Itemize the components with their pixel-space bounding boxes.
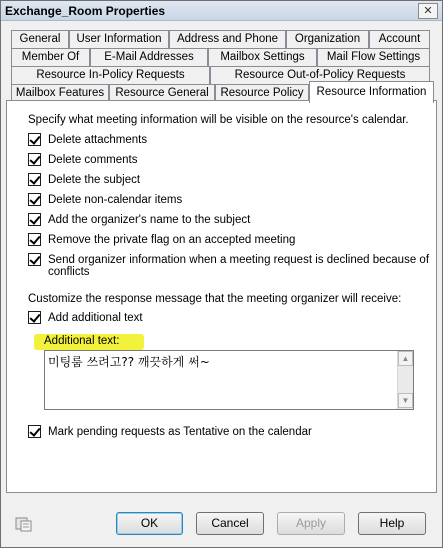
checkbox-delete-non-calendar-items[interactable] — [28, 193, 41, 206]
checkbox-add-organizer-name[interactable] — [28, 213, 41, 226]
tab-mailbox-settings[interactable]: Mailbox Settings — [208, 48, 317, 66]
cancel-button[interactable]: Cancel — [196, 512, 264, 535]
label-delete-attachments: Delete attachments — [48, 134, 148, 146]
tab-account[interactable]: Account — [369, 30, 430, 48]
label-add-additional-text: Add additional text — [48, 312, 143, 324]
ok-button[interactable]: OK — [116, 512, 183, 535]
label-delete-comments: Delete comments — [48, 154, 138, 166]
scroll-down-icon[interactable]: ▼ — [398, 393, 413, 408]
tab-general[interactable]: General — [11, 30, 69, 48]
tab-user-information[interactable]: User Information — [69, 30, 169, 48]
tab-member-of[interactable]: Member Of — [11, 48, 90, 66]
label-delete-subject: Delete the subject — [48, 174, 141, 186]
apply-button[interactable]: Apply — [277, 512, 345, 535]
window-title: Exchange_Room Properties — [5, 4, 166, 18]
tab-mailbox-features[interactable]: Mailbox Features — [11, 84, 109, 102]
checkbox-delete-attachments[interactable] — [28, 133, 41, 146]
checkbox-add-additional-text[interactable] — [28, 311, 41, 324]
tab-mail-flow-settings[interactable]: Mail Flow Settings — [317, 48, 430, 66]
close-icon[interactable]: ✕ — [418, 3, 438, 19]
tab-row-2 — [1, 48, 443, 66]
tab-email-addresses[interactable]: E-Mail Addresses — [90, 48, 208, 66]
tab-resource-in-policy-requests[interactable]: Resource In-Policy Requests — [11, 66, 210, 84]
tab-resource-information[interactable]: Resource Information — [309, 81, 434, 103]
checkbox-delete-comments[interactable] — [28, 153, 41, 166]
help-button[interactable]: Help — [358, 512, 426, 535]
label-remove-private-flag: Remove the private flag on an accepted meeting — [48, 234, 296, 246]
tab-resource-general[interactable]: Resource General — [109, 84, 215, 102]
help-icon[interactable] — [15, 516, 33, 532]
tab-address-and-phone[interactable]: Address and Phone — [169, 30, 286, 48]
scroll-up-icon[interactable]: ▲ — [398, 351, 413, 366]
title-bar — [1, 1, 442, 21]
checkbox-send-organizer-info[interactable] — [28, 253, 41, 266]
tab-organization[interactable]: Organization — [286, 30, 369, 48]
label-mark-pending-tentative: Mark pending requests as Tentative on the calendar — [48, 426, 312, 438]
checkbox-mark-pending-tentative[interactable] — [28, 425, 41, 438]
textarea-scrollbar[interactable] — [397, 351, 413, 409]
customize-response-label: Customize the response message that the meeting organizer will receive: — [28, 293, 402, 305]
checkbox-remove-private-flag[interactable] — [28, 233, 41, 246]
additional-text-label: Additional text: — [44, 335, 120, 347]
tab-resource-policy[interactable]: Resource Policy — [215, 84, 309, 102]
label-delete-non-calendar-items: Delete non-calendar items — [48, 194, 183, 206]
label-send-organizer-info: Send organizer information when a meeting request is declined because of — [48, 254, 430, 266]
additional-text-input[interactable] — [44, 350, 414, 410]
additional-text-value: 미팅룸 쓰려고?? 깨끗하게 써~ — [48, 355, 210, 369]
label-add-organizer-name: Add the organizer's name to the subject — [48, 214, 251, 226]
intro-text: Specify what meeting information will be visible on the resource's calendar. — [28, 114, 409, 126]
tab-row-1 — [1, 30, 443, 48]
tab-resource-out-of-policy-requests[interactable]: Resource Out-of-Policy Requests — [210, 66, 430, 84]
checkbox-delete-subject[interactable] — [28, 173, 41, 186]
label-send-organizer-info-line2: conflicts — [48, 266, 90, 278]
